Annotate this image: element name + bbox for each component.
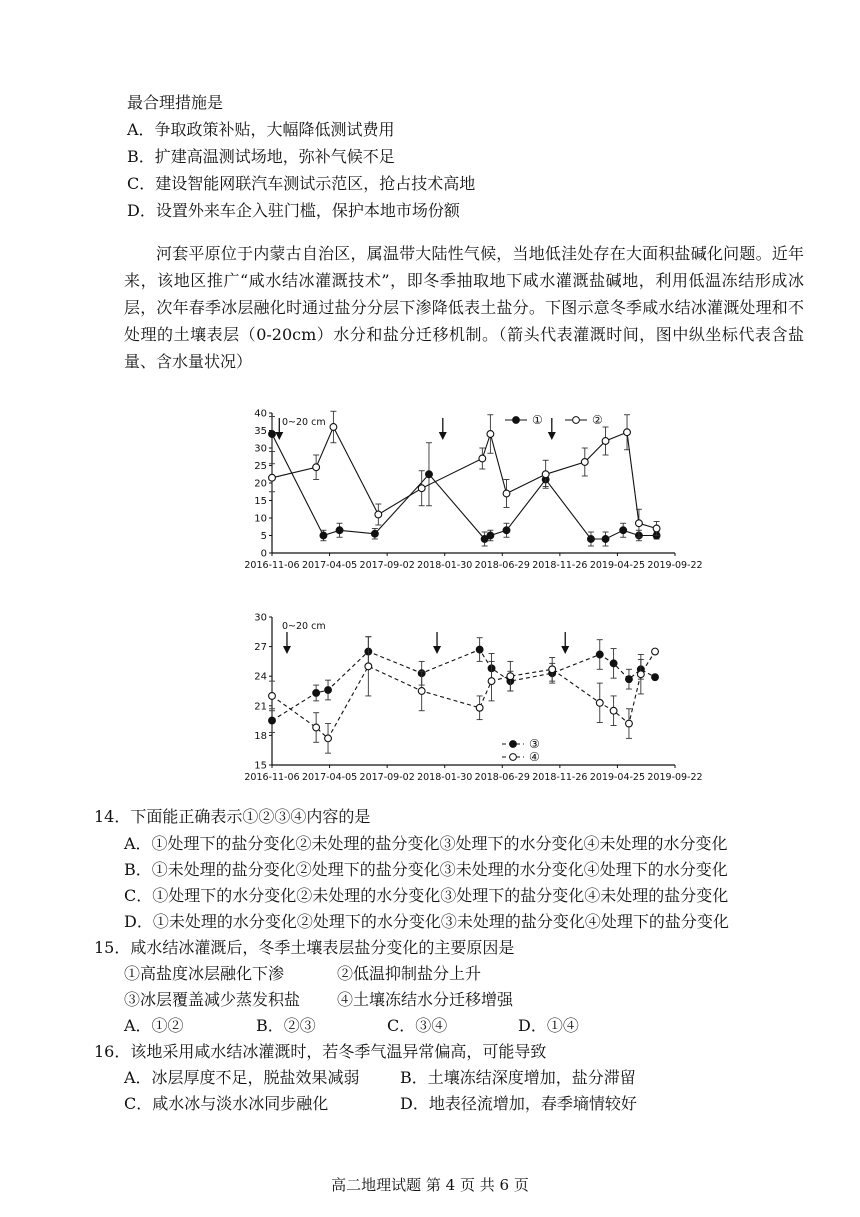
x-tick-label: 2018-11-26: [532, 560, 588, 571]
x-tick-label: 2017-09-02: [359, 560, 415, 571]
q14-option-a: A．①处理下的盐分变化②未处理的盐分变化③处理下的水分变化④未处理的水分变化: [124, 834, 728, 853]
y-tick-label: 0: [260, 548, 267, 560]
data-point: [418, 485, 425, 492]
legend-marker: [513, 417, 520, 424]
depth-label: 0~20 cm: [282, 621, 326, 632]
data-point: [269, 431, 276, 438]
y-tick-label: 30: [254, 443, 267, 455]
legend-label-1: ①: [532, 413, 543, 427]
x-tick-label: 2018-01-30: [417, 772, 473, 783]
x-tick-label: 2018-06-29: [474, 772, 530, 783]
q14-stem: 14．下面能正确表示①②③④内容的是: [94, 807, 371, 826]
data-point: [637, 671, 644, 678]
x-tick-label: 2017-09-02: [359, 772, 415, 783]
data-point: [507, 673, 514, 680]
data-point: [487, 431, 494, 438]
data-point: [336, 527, 343, 534]
y-tick-label: 5: [260, 531, 267, 542]
passage-text: 河套平原位于内蒙古自治区，属温带大陆性气候，当地低洼处存在大面积盐碱化问题。近年来，该地区推广“咸水结冰灌溉技术”，即冬季抽取地下咸水灌溉盐碱地，利用低温冻结形成冰层，次年春季冰层融化时通过盐分分层下渗降低表土盐分。下图示意冬季咸水结冰灌溉处理和不处理的土壤表层（0-20cm）水分和盐分迁移机制。（箭头代表灌溉时间，图中纵坐标代表含盐量、含水量状况）: [124, 244, 804, 371]
y-tick-label: 18: [254, 730, 267, 742]
data-point: [542, 471, 549, 478]
data-point: [269, 717, 276, 724]
data-point: [313, 690, 320, 697]
q15-item-3: ③冰层覆盖减少蒸发积盐: [124, 990, 301, 1009]
data-point: [596, 651, 603, 658]
data-point: [602, 536, 609, 543]
q13-stem: 最合理措施是: [127, 93, 224, 112]
data-point: [652, 648, 659, 655]
q15-item-1: ①高盐度冰层融化下渗: [124, 964, 285, 983]
salt-chart-svg: [230, 388, 710, 583]
data-point: [602, 438, 609, 445]
data-point: [626, 676, 633, 683]
x-tick-label: 2017-04-05: [301, 772, 358, 783]
y-tick-label: 15: [254, 760, 267, 772]
y-tick-label: 25: [254, 461, 267, 472]
water-chart: [230, 607, 710, 787]
x-tick-label: 2018-11-26: [532, 772, 588, 783]
passage: [124, 240, 804, 375]
q16-option-b: B．土壤冻结深度增加，盐分滞留: [400, 1068, 636, 1087]
data-point: [636, 520, 643, 527]
data-point: [610, 660, 617, 667]
y-tick-label: 10: [254, 513, 267, 525]
data-point: [418, 688, 425, 695]
q16-option-d: D．地表径流增加，春季墒情较好: [400, 1094, 637, 1113]
data-point: [653, 525, 660, 532]
arrow-head: [561, 646, 569, 654]
data-point: [652, 674, 659, 681]
y-tick-label: 27: [254, 642, 267, 654]
arrow-head: [275, 432, 283, 440]
legend-marker: [510, 741, 517, 748]
y-tick-label: 21: [254, 701, 267, 713]
data-point: [610, 707, 617, 714]
water-chart-svg: [230, 607, 710, 787]
data-point: [503, 490, 510, 497]
x-tick-label: 2016-11-06: [244, 560, 300, 571]
data-point: [325, 687, 332, 694]
q13-option-c: C．建设智能网联汽车测试示范区，抢占技术高地: [127, 174, 476, 193]
data-point: [313, 464, 320, 471]
y-tick-label: 20: [254, 478, 267, 490]
data-point: [365, 663, 372, 670]
y-tick-label: 15: [254, 496, 267, 507]
data-point: [626, 720, 633, 727]
q14-option-d: D．①未处理的水分变化②处理下的水分变化③未处理的盐分变化④处理下的盐分变化: [124, 912, 729, 931]
data-point: [581, 459, 588, 466]
arrow-head: [433, 646, 441, 654]
legend-marker: [510, 754, 517, 761]
legend-marker: [573, 417, 580, 424]
data-point: [476, 704, 483, 711]
data-point: [320, 532, 327, 539]
legend-label-1: ③: [529, 737, 540, 751]
q15-option-c: C．③④: [387, 1016, 448, 1035]
q16-stem: 16．该地采用咸水结冰灌溉时，若冬季气温异常偏高，可能导致: [94, 1042, 547, 1061]
data-point: [269, 693, 276, 700]
data-point: [269, 474, 276, 481]
legend-label-2: ④: [529, 750, 540, 764]
series-line-1: [272, 650, 655, 721]
q13-option-d: D．设置外来车企入驻门槛，保护本地市场份额: [127, 201, 460, 220]
q15-option-d: D．①④: [518, 1016, 579, 1035]
data-point: [371, 530, 378, 537]
x-tick-label: 2019-04-25: [589, 772, 646, 783]
y-tick-label: 40: [254, 408, 267, 420]
data-point: [330, 424, 337, 431]
q15-item-2: ②低温抑制盐分上升: [337, 964, 482, 983]
q15-option-b: B．②③: [256, 1016, 316, 1035]
x-tick-label: 2018-01-30: [417, 560, 473, 571]
q15-stem: 15．咸水结冰灌溉后，冬季土壤表层盐分变化的主要原因是: [94, 938, 515, 957]
data-point: [596, 699, 603, 706]
y-tick-label: 30: [254, 612, 267, 624]
q16-option-c: C．咸水冰与淡水冰同步融化: [124, 1094, 329, 1113]
page-footer: 高二地理试题 第 4 页 共 6 页: [331, 1176, 529, 1194]
data-point: [375, 511, 382, 518]
data-point: [325, 735, 332, 742]
q14-option-c: C．①处理下的水分变化②未处理的水分变化③处理下的盐分变化④未处理的盐分变化: [124, 886, 729, 905]
data-point: [426, 471, 433, 478]
q15-item-4: ④土壤冻结水分迁移增强: [337, 990, 514, 1009]
q16-option-a: A．冰层厚度不足，脱盐效果减弱: [124, 1068, 360, 1087]
arrow-head: [439, 432, 447, 440]
salt-chart: [230, 388, 710, 583]
x-tick-label: 2017-04-05: [301, 560, 358, 571]
x-tick-label: 2019-09-22: [647, 560, 703, 571]
series-line-1: [272, 434, 657, 539]
data-point: [487, 532, 494, 539]
data-point: [313, 724, 320, 731]
data-point: [620, 527, 627, 534]
q13-option-a: A．争取政策补贴，大幅降低测试费用: [127, 120, 395, 139]
q15-option-a: A．①②: [124, 1016, 184, 1035]
arrow-head: [283, 646, 291, 654]
data-point: [503, 527, 510, 534]
legend-label-2: ②: [592, 413, 603, 427]
data-point: [479, 455, 486, 462]
data-point: [476, 646, 483, 653]
depth-label: 0~20 cm: [282, 417, 326, 428]
data-point: [488, 678, 495, 685]
x-tick-label: 2019-04-25: [589, 560, 646, 571]
series-line-2: [272, 427, 657, 529]
y-tick-label: 24: [254, 671, 267, 683]
x-tick-label: 2018-06-29: [474, 560, 530, 571]
q14-option-b: B．①未处理的盐分变化②处理下的盐分变化③未处理的水分变化④处理下的水分变化: [124, 860, 728, 879]
arrow-head: [548, 432, 556, 440]
x-tick-label: 2016-11-06: [244, 772, 300, 783]
data-point: [624, 429, 631, 436]
x-tick-label: 2019-09-22: [647, 772, 703, 783]
data-point: [588, 536, 595, 543]
data-point: [549, 666, 556, 673]
series-line-2: [272, 652, 655, 739]
q13-option-b: B．扩建高温测试场地，弥补气候不足: [127, 147, 395, 166]
y-tick-label: 35: [254, 426, 267, 437]
